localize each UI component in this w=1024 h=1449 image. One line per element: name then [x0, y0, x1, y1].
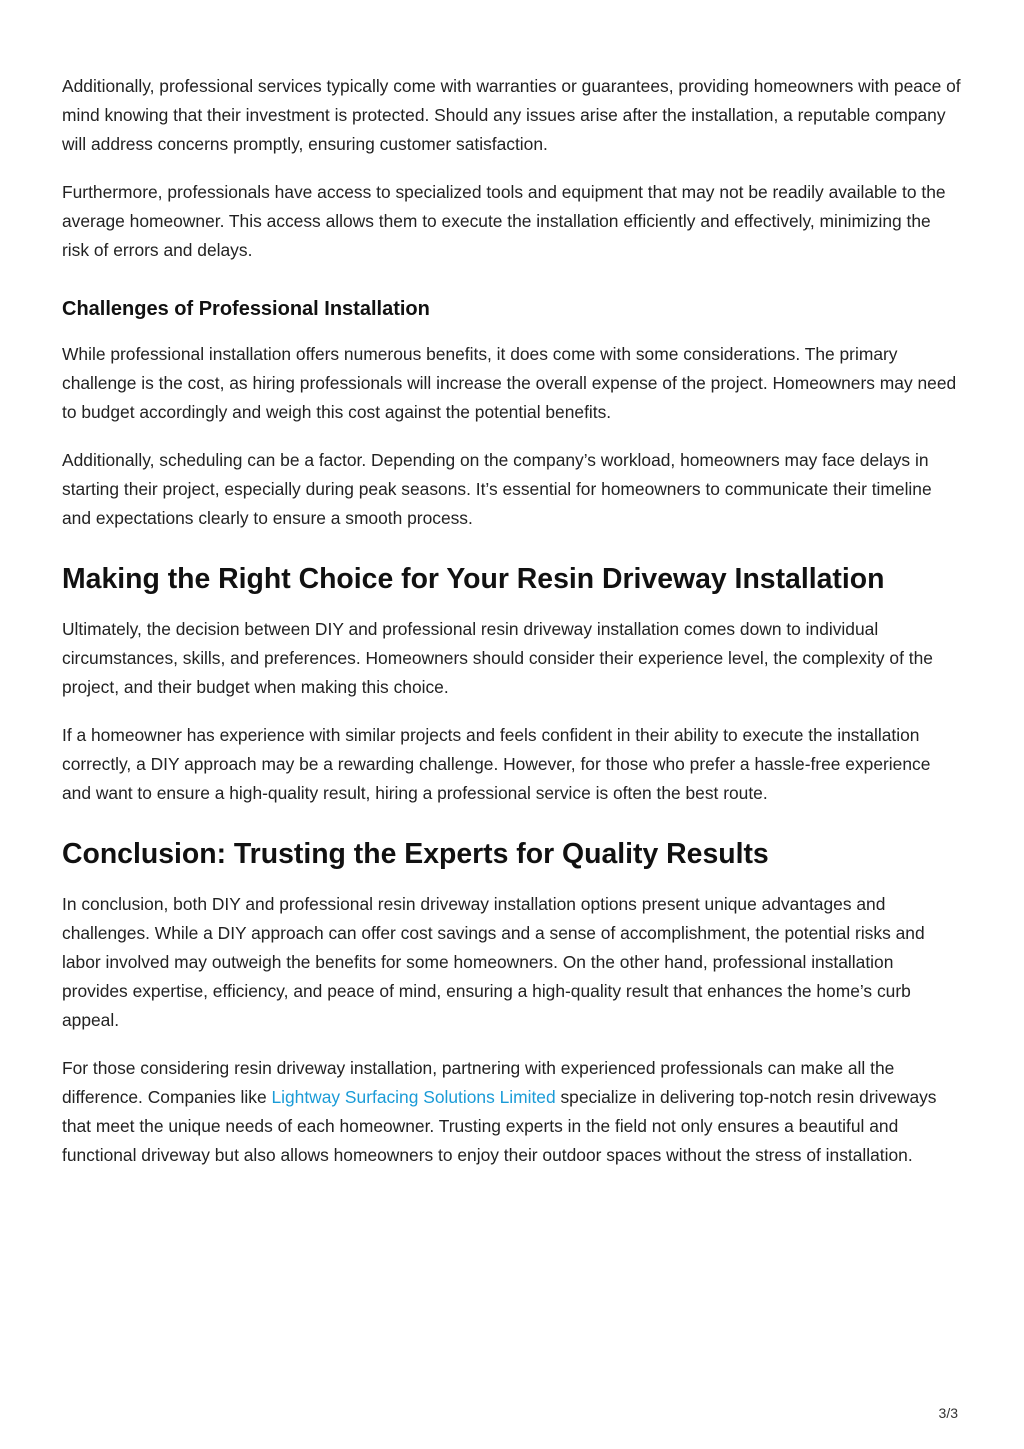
company-link[interactable]: Lightway Surfacing Solutions Limited — [271, 1087, 556, 1107]
paragraph-decision: Ultimately, the decision between DIY and professional resin driveway installation comes down to individual circumstances, skills, and preferences. Homeowners should consider their experience level, the complexity of the project, and their budget when making this choice. — [62, 619, 933, 697]
paragraph-partnering-end: specialize in delivering top-notch resin driveways that meet the unique needs of each homeowner. Trusting experts in the field not only ensures a beautiful and functional driveway but also allows homeowners to enjoy their outdoor spaces without the stress of installation. — [62, 1087, 937, 1165]
paragraph-conclusion: In conclusion, both DIY and professional resin driveway installation options present unique advantages and challenges. While a DIY approach can offer cost savings and a sense of accomplishment, the potential risks and labor involved may outweigh the benefits for some homeowners. On the other hand, professional installation provides expertise, efficiency, and peace of mind, ensuring a high-quality result that enhances the home’s curb appeal. — [62, 894, 925, 1030]
document-body — [62, 72, 962, 1189]
paragraph-partnering-start: For those considering resin driveway installation, partnering with experienced professionals can make all the difference. Companies like — [62, 1058, 895, 1107]
heading-right-choice: Making the Right Choice for Your Resin Driveway Installation — [62, 563, 885, 595]
paragraph-tools: Furthermore, professionals have access to specialized tools and equipment that may not be readily available to the average homeowner. This access allows them to execute the installation efficiently and effectively, minimizing the risk of errors and delays. — [62, 182, 946, 260]
paragraph-warranties: Additionally, professional services typically come with warranties or guarantees, providing homeowners with peace of mind knowing that their investment is protected. Should any issues arise after the installation, a reputable company will address concerns promptly, ensuring customer satisfaction. — [62, 76, 961, 154]
paragraph-scheduling: Additionally, scheduling can be a factor. Depending on the company’s workload, homeowners may face delays in starting their project, especially during peak seasons. It’s essential for homeowners to communicate their timeline and expectations clearly to ensure a smooth process. — [62, 450, 932, 528]
heading-challenges: Challenges of Professional Installation — [62, 298, 430, 320]
page-number: 3/3 — [938, 1405, 958, 1421]
paragraph-partnering — [62, 1054, 962, 1170]
paragraph-cost: While professional installation offers numerous benefits, it does come with some considerations. The primary challenge is the cost, as hiring professionals will increase the overall expense of the project. Homeowners may need to budget accordingly and weigh this cost against the potential benefits. — [62, 344, 957, 422]
heading-conclusion: Conclusion: Trusting the Experts for Quality Results — [62, 838, 769, 870]
paragraph-diy-approach: If a homeowner has experience with similar projects and feels confident in their ability to execute the installation correctly, a DIY approach may be a rewarding challenge. However, for those who prefer a hassle-free experience and want to ensure a high-quality result, hiring a professional service is often the best route. — [62, 725, 931, 803]
